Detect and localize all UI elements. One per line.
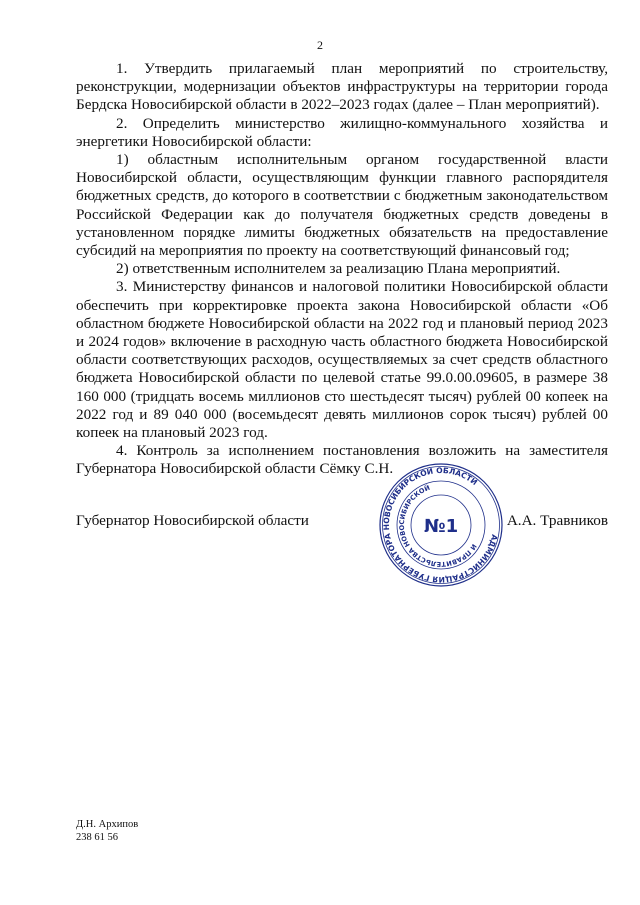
seal-inner-text: И ПРАВИТЕЛЬСТВА НОВОСИБИРСКОЙ xyxy=(397,483,479,569)
paragraph-1: 1. Утвердить прилагаемый план мероприятий по строительству, реконструкции, модернизации объектов инфраструктуры на территории города Бердска Новосибирской области в 2022–2023 годах (далее – План мероприятий). xyxy=(76,60,608,114)
page-number: 2 xyxy=(317,38,323,52)
footer-phone: 238 61 56 xyxy=(76,832,118,843)
paragraph-2: 2. Определить министерство жилищно-коммунального хозяйства и энергетики Новосибирской области: xyxy=(76,114,608,150)
seal-outer-text: АДМИНИСТРАЦИЯ ГУБЕРНАТОРА НОВОСИБИРСКОЙ ОБЛАСТИ xyxy=(381,465,500,585)
paragraph-2-1: 1) областным исполнительным органом государственной власти Новосибирской области, осуществляющим функции главного распорядителя бюджетных средств, до которого в соответствии с бюджетным законодательством Российской Федерации как до получателя бюджетных средств доведены в установленном порядке лимиты бюджетных обязательств на предоставление субсидий на мероприятия по проекту на соответствующий финансовый год; xyxy=(76,151,608,260)
official-seal xyxy=(378,462,504,588)
paragraph-3: 3. Министерству финансов и налоговой политики Новосибирской области обеспечить при корректировке проекта закона Новосибирской области «Об областном бюджете Новосибирской области на 2022 год и плановый период 2023 и 2024 годов» включение в расходную часть областного бюджета Новосибирской области соответствующих расходов, осуществляемых за счет средств областного бюджета Новосибирской области по целевой статье 99.0.00.09605, в размере 38 160 000 (тридцать восемь миллионов сто шестьдесят тысяч) рублей 00 копеек на 2022 год и 89 040 000 (восемьдесят девять миллионов сорок тысяч) рублей 00 копеек на плановый 2023 год. xyxy=(76,278,608,442)
signatory-position: Губернатор Новосибирской области xyxy=(76,512,309,529)
paragraph-4: 4. Контроль за исполнением постановления возложить на заместителя Губернатора Новосибирской области Сёмку С.Н. xyxy=(76,442,608,478)
footer xyxy=(76,818,138,844)
footer-author: Д.Н. Архипов xyxy=(76,819,139,830)
seal-center-number: №1 xyxy=(423,516,459,537)
document-body xyxy=(76,60,608,479)
signatory-name: А.А. Травников xyxy=(506,512,608,529)
paragraph-2-2: 2) ответственным исполнителем за реализацию Плана мероприятий. xyxy=(116,260,561,278)
